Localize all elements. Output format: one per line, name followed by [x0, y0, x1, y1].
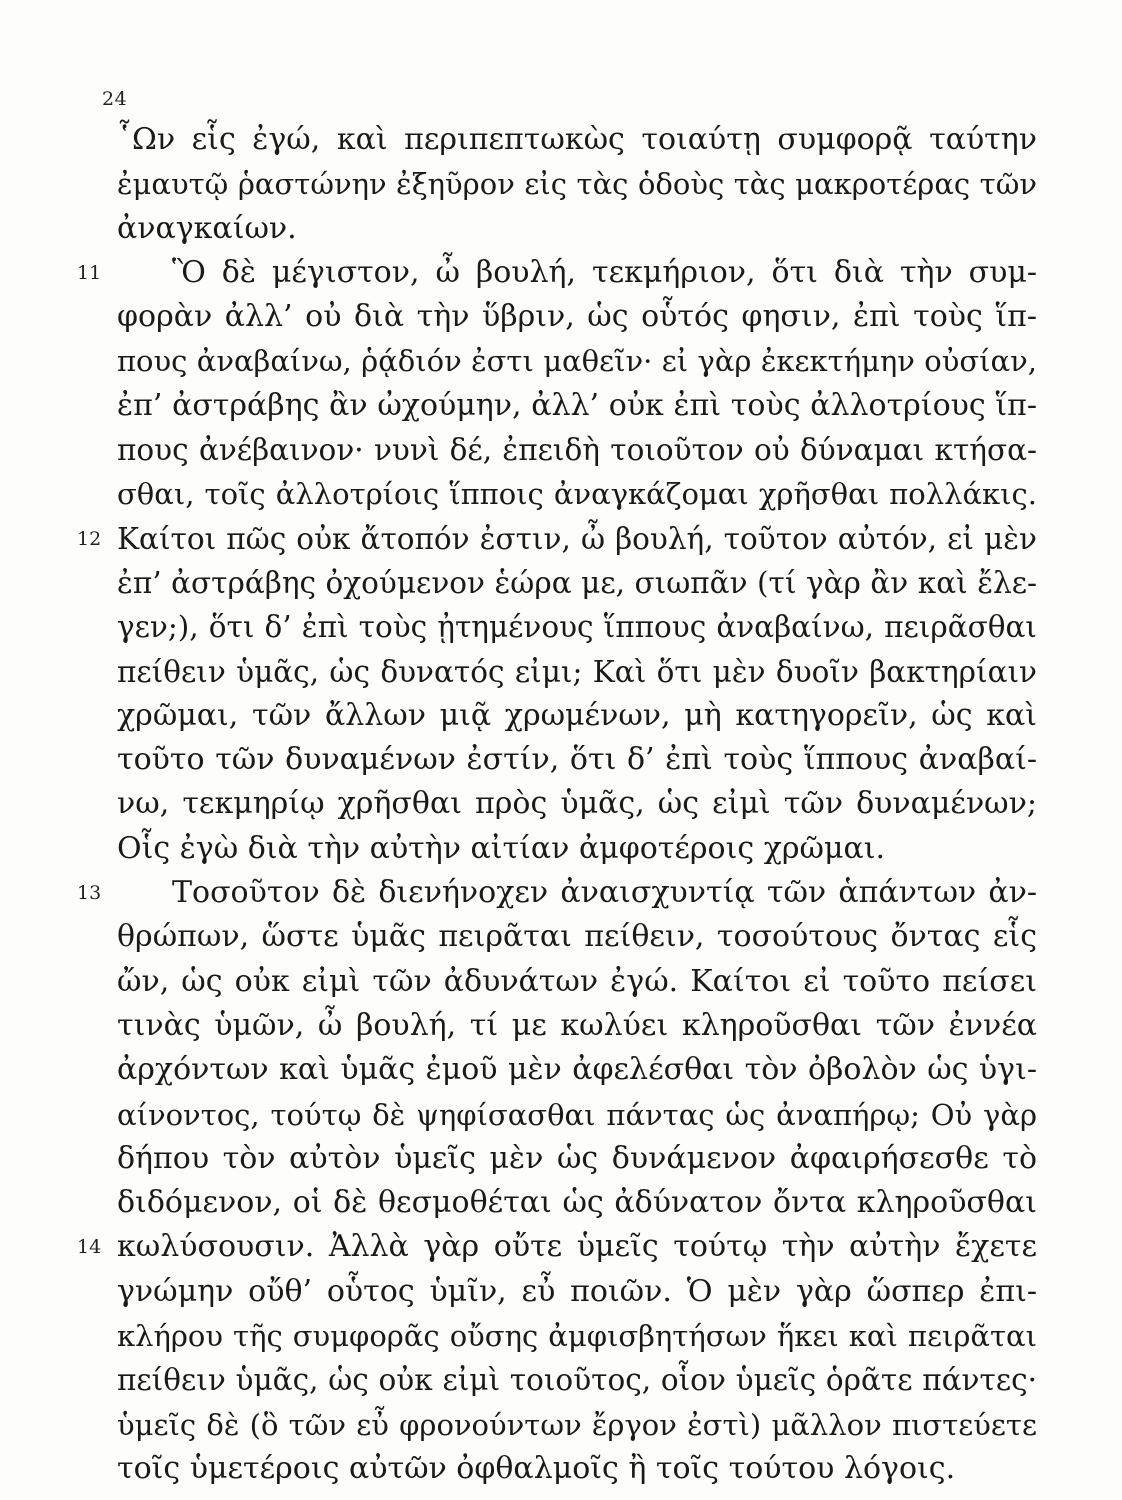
line-text: πους ἀνέβαινον· νυνὶ δέ, ἐπειδὴ τοιοῦτον οὐ δύναμαι κτήσα-: [117, 433, 1037, 468]
line-text: χρῶμαι, τῶν ἄλλων μιᾷ χρωμένων, μὴ κατηγορεῖν, ὡς καὶ: [117, 697, 1037, 733]
line-text: φορὰν ἀλλ’ οὐ διὰ τὴν ὕβριν, ὡς οὗτός φησιν, ἐπὶ τοὺς ἵπ-: [117, 299, 1037, 335]
text-line: [117, 694, 1037, 738]
line-text: τοῖς ὑμετέροις αὐτῶν ὀφθαλμοῖς ἢ τοῖς τούτου λόγοις.: [117, 1450, 956, 1486]
line-text: πείθειν ὑμᾶς, ὡς δυνατός εἰμι; Καὶ ὅτι μὲν δυοῖν βακτηρίαιν: [117, 654, 1037, 689]
line-text: ἀναγκαίων.: [117, 210, 297, 246]
text-line: [117, 1358, 1037, 1402]
section-number: 11: [77, 261, 102, 284]
line-text: Καίτοι πῶς οὐκ ἄτοπόν ἐστιν, ὦ βουλή, τοῦτον αὐτόν, εἰ μὲν: [117, 521, 1037, 556]
line-text: ἐπ’ ἀστράβης ὀχούμενον ἑώρα με, σιωπᾶν (τί γὰρ ἂν καὶ ἔλε-: [117, 565, 1037, 600]
text-line: [117, 295, 1037, 339]
text-line: [117, 384, 1037, 428]
line-text: διδόμενον, οἱ δὲ θεσμοθέται ὡς ἀδύνατον ὄντα κληροῦσθαι: [117, 1185, 1037, 1221]
text-line: [117, 1093, 1037, 1137]
text-line: [117, 118, 1037, 162]
section-number: 12: [77, 527, 102, 550]
text-line: [117, 650, 1037, 694]
line-text: ὤν, ὡς οὐκ εἰμὶ τῶν ἀδυνάτων ἐγώ. Καίτοι εἰ τοῦτο πείσει: [117, 963, 1037, 999]
text-line: [117, 207, 1037, 251]
line-text: ὑμεῖς δὲ (ὃ τῶν εὖ φρονούντων ἔργον ἐστὶ) μᾶλλον πιστεύετε: [117, 1407, 1037, 1442]
page-number: 24: [102, 88, 128, 110]
line-text: Οἷς ἐγὼ διὰ τὴν αὐτὴν αἰτίαν ἀμφοτέροις χρῶμαι.: [117, 830, 886, 866]
text-line: [117, 1447, 1037, 1491]
text-line: [117, 1004, 1037, 1048]
text-line: [77, 1225, 1037, 1269]
text-line: [117, 782, 1037, 826]
line-text: ῟Ων εἷς ἐγώ, καὶ περιπεπτωκὼς τοιαύτῃ συμφορᾷ ταύτην: [117, 122, 1037, 157]
line-text: πους ἀναβαίνω, ῥᾴδιόν ἐστι μαθεῖν· εἰ γὰρ ἐκεκτήμην οὐσίαν,: [117, 344, 1037, 379]
text-line: [77, 517, 1037, 561]
text-line: [117, 1270, 1037, 1314]
text-line: [117, 1314, 1037, 1358]
text-line: [77, 871, 1037, 915]
line-text: πείθειν ὑμᾶς, ὡς οὐκ εἰμὶ τοιοῦτος, οἷον ὑμεῖς ὁρᾶτε πάντες·: [117, 1363, 1037, 1398]
line-text: δήπου τὸν αὐτὸν ὑμεῖς μὲν ὡς δυνάμενον ἀφαιρήσεσθε τὸ: [117, 1140, 1037, 1176]
text-line: [117, 915, 1037, 959]
line-text: αίνοντος, τούτῳ δὲ ψηφίσασθαι πάντας ὡς ἀναπήρῳ; Οὐ γὰρ: [117, 1097, 1037, 1132]
section-number: 14: [77, 1236, 102, 1259]
text-line: [117, 428, 1037, 472]
greek-text-body: [77, 118, 1037, 1491]
line-text: σθαι, τοῖς ἀλλοτρίοις ἵπποις ἀναγκάζομαι χρῆσθαι πολλάκις.: [117, 477, 1037, 512]
line-text: γεν;), ὅτι δ’ ἐπὶ τοὺς ᾐτημένους ἵππους ἀναβαίνω, πειρᾶσθαι: [117, 610, 1037, 645]
text-line: [117, 827, 1037, 871]
text-line: [117, 1137, 1037, 1181]
text-line: [117, 1181, 1037, 1225]
text-line: [117, 738, 1037, 782]
text-line: [117, 605, 1037, 649]
line-text: Τοσοῦτον δὲ διενήνοχεν ἀναισχυντίᾳ τῶν ἁπάντων ἀν-: [172, 875, 1037, 911]
line-text: νω, τεκμηρίῳ χρῆσθαι πρὸς ὑμᾶς, ὡς εἰμὶ τῶν δυναμένων;: [117, 786, 1037, 822]
line-text: ἀρχόντων καὶ ὑμᾶς ἐμοῦ μὲν ἀφελέσθαι τὸν ὀβολὸν ὡς ὑγι-: [117, 1052, 1037, 1088]
text-line: [117, 339, 1037, 383]
line-text: Ὃ δὲ μέγιστον, ὦ βουλή, τεκμήριον, ὅτι διὰ τὴν συμ-: [172, 254, 1037, 290]
text-line: [117, 960, 1037, 1004]
line-text: ἐμαυτῷ ῥαστώνην ἐξηῦρον εἰς τὰς ὁδοὺς τὰς μακροτέρας τῶν: [117, 167, 1037, 202]
line-text: ἐπ’ ἀστράβης ἂν ὠχούμην, ἀλλ’ οὐκ ἐπὶ τοὺς ἀλλοτρίους ἵπ-: [117, 387, 1037, 423]
text-line: [117, 472, 1037, 516]
line-text: τινὰς ὑμῶν, ὦ βουλή, τί με κωλύει κληροῦσθαι τῶν ἐννέα: [117, 1007, 1037, 1043]
line-text: γνώμην οὔθ’ οὗτος ὑμῖν, εὖ ποιῶν. Ὁ μὲν γὰρ ὥσπερ ἐπι-: [117, 1273, 1037, 1309]
line-text: κλήρου τῆς συμφορᾶς οὔσης ἀμφισβητήσων ἥκει καὶ πειρᾶται: [117, 1319, 1037, 1354]
line-text: τοῦτο τῶν δυναμένων ἐστίν, ὅτι δ’ ἐπὶ τοὺς ἵππους ἀναβαί-: [117, 742, 1037, 778]
text-line: [117, 561, 1037, 605]
line-text: κωλύσουσιν. Ἀλλὰ γὰρ οὔτε ὑμεῖς τούτῳ τὴν αὐτὴν ἔχετε: [117, 1229, 1037, 1265]
text-line: [77, 251, 1037, 295]
text-line: [117, 1048, 1037, 1092]
line-text: θρώπων, ὥστε ὑμᾶς πειρᾶται πείθειν, τοσούτους ὄντας εἷς: [117, 919, 1037, 955]
section-number: 13: [77, 882, 102, 905]
text-line: [117, 1403, 1037, 1447]
text-line: [117, 162, 1037, 206]
